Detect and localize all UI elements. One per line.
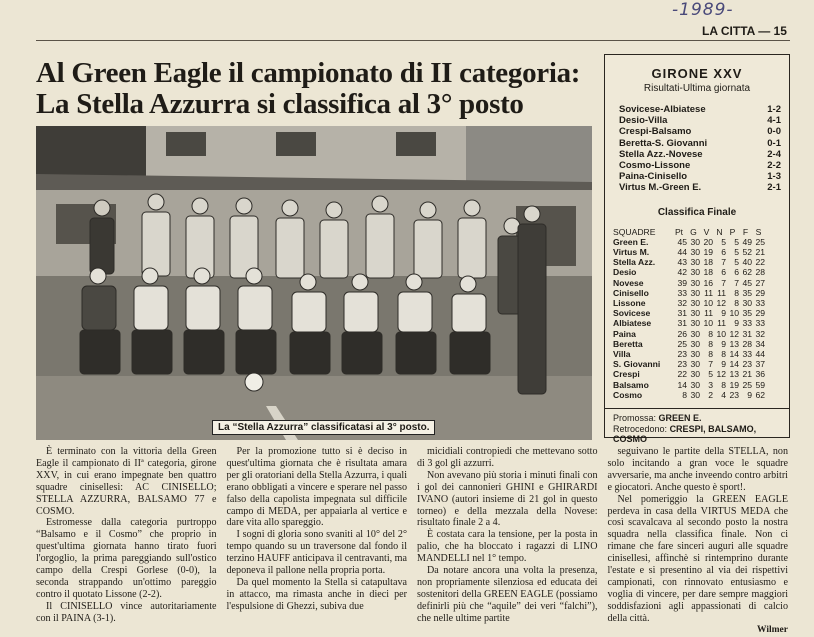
football <box>245 373 263 391</box>
promotion-info <box>613 413 783 445</box>
standings-cell: 40 <box>742 257 752 268</box>
standings-cell: 21 <box>755 247 765 258</box>
standings-cell: 25 <box>742 379 752 390</box>
standings-cell: 52 <box>742 247 752 258</box>
standings-row <box>613 257 783 267</box>
article-paragraph: Da quel momento la Stella si catapultava in attacco, ma rimasta anche in dieci per l'espulsione di Ghezzi, subiva due <box>226 576 407 612</box>
standings-cell: N <box>716 226 723 237</box>
standings-table <box>613 227 783 400</box>
standings-cell: 44 <box>755 349 765 360</box>
standings-cell: 36 <box>755 369 765 380</box>
headline-line-2: La Stella Azzurra si classifica al 3° posto <box>36 88 524 120</box>
article-paragraph: Da notare ancora una volta la presenza, non propriamente silenziosa ed educata dei sostenitori della GREEN EAGLE (possiamo definirli più che “aquile” dei veri “falchi”), che nelle ultime partite <box>417 565 598 624</box>
standings-cell: 22 <box>755 257 765 268</box>
standings-row <box>613 349 783 359</box>
standings-cell: 9 <box>747 389 752 400</box>
standings-row <box>613 247 783 257</box>
result-row <box>619 171 781 182</box>
standings-cell: 10 <box>729 308 739 319</box>
article-paragraph: Nel pomeriggio la GREEN EAGLE perdeva in casa della VIRTUS MEDA che così scavalcava al secondo posto la nostra squadra nella classifica finale. Non ci rimane che fare sinceri auguri alle squadre cinisellesi, affinchè si rintemprino durante l'estate e si presentino al via dei rispettivi campionati, con rinnovato entusiasmo e voglia di vincere, per dare sempre maggiori soddisfazioni agli appassionati di calcio della città. <box>607 493 788 624</box>
standings-cell: 45 <box>677 236 687 247</box>
standings-cell: 31 <box>742 328 752 339</box>
standings-cell: 33 <box>677 287 687 298</box>
relegated-teams: CRESPI, BALSAMO, COSMO <box>613 423 757 445</box>
standings-cell: 13 <box>729 338 739 349</box>
standings-row <box>613 308 783 318</box>
standings-cell: 31 <box>677 318 687 329</box>
standings-team: S. Giovanni <box>613 359 661 370</box>
standings-cell: 33 <box>755 298 765 309</box>
standings-cell: 12 <box>729 328 739 339</box>
standings-cell: 5 <box>734 236 739 247</box>
result-row <box>619 182 781 193</box>
standings-cell: 30 <box>690 236 700 247</box>
standings-cell: 8 <box>734 287 739 298</box>
article-paragraph: Estromesse dalla categoria purtroppo “Balsamo e il Cosmo” che proprio in quest'ultima giornata hanno tirato fuori l'orgoglio, la prima pareggiando sull'ostico campo della Crespi Gorlese (0-0), la seconda strappando un'ottimo pareggio contro il quotato Lissone (2-2). <box>36 517 217 600</box>
article-paragraph: Per la promozione tutto si è deciso in quest'ultima giornata che è risultata amara per gli oratoriani della Stella Azzurra, i quali erano obbligati a vincere e sperare nel passo falso della capolista impegnata sul difficile campo di MEDA, per appaiarla al vertice e dare vita allo spareggio. <box>226 446 407 529</box>
result-match: Cosmo-Lissone <box>619 160 691 172</box>
standings-cell: 30 <box>690 389 700 400</box>
standings-row <box>613 237 783 247</box>
standings-team: Desio <box>613 267 637 278</box>
standings-cell: 29 <box>755 287 765 298</box>
section-header: LA CITTA — 15 <box>702 24 787 38</box>
result-row <box>619 115 781 126</box>
standings-cell: 39 <box>677 277 687 288</box>
result-score: 4-1 <box>767 115 781 127</box>
standings-header-team: SQUADRE <box>613 226 656 237</box>
headline-line-1: Al Green Eagle il campionato di II categoria: <box>36 57 581 89</box>
standings-cell: 28 <box>742 338 752 349</box>
standings-cell: F <box>742 226 749 237</box>
standings-cell: 30 <box>690 267 700 278</box>
standings-cell: 30 <box>690 359 700 370</box>
article-paragraph: È terminato con la vittoria della Green Eagle il campionato di IIª categoria, girone XXV, in cui erano impegnate ben quattro squadre cinisellesi: AC CINISELLO; STELLA AZZURRA, BALSAMO 77 e COSMO. <box>36 446 217 517</box>
standings-row <box>613 298 783 308</box>
article-paragraph: È costata cara la tensione, per la posta in palio, che ha bloccato i ragazzi di LINO MANDELLI nel 1° tempo. <box>417 529 598 565</box>
standings-cell: 59 <box>755 379 765 390</box>
standings-cell: 30 <box>690 349 700 360</box>
standings-team: Villa <box>613 349 631 360</box>
standings-cell: 25 <box>755 236 765 247</box>
standings-cell: 32 <box>677 298 687 309</box>
standings-row <box>613 278 783 288</box>
standings-cell: 8 <box>708 338 713 349</box>
standings-cell: 33 <box>755 318 765 329</box>
article-column-2 <box>226 446 408 612</box>
standings-cell: 23 <box>742 359 752 370</box>
promoted-label: Promossa: <box>613 413 657 424</box>
author-signature: Wilmer <box>757 624 788 635</box>
standings-cell: 11 <box>717 287 726 298</box>
results-list <box>619 104 781 194</box>
standings-cell: 49 <box>742 236 752 247</box>
standings-cell: 30 <box>742 298 752 309</box>
standings-cell: 6 <box>721 267 726 278</box>
standings-cell: 23 <box>677 349 687 360</box>
standings-cell: S <box>755 226 762 237</box>
standings-cell: 9 <box>721 338 726 349</box>
standings-team: Virtus M. <box>613 247 650 258</box>
result-match: Desio-Villa <box>619 115 668 127</box>
standings-row <box>613 339 783 349</box>
standings-cell: 30 <box>690 287 700 298</box>
standings-cell: 8 <box>734 298 739 309</box>
standings-cell: 8 <box>682 389 687 400</box>
standings-cell: 11 <box>704 287 713 298</box>
standings-cell: 8 <box>708 328 713 339</box>
article-column-4 <box>607 446 789 635</box>
result-score: 0-1 <box>767 137 781 149</box>
standings-cell: 45 <box>742 277 752 288</box>
standings-row <box>613 369 783 379</box>
standings-cell: 9 <box>721 359 726 370</box>
standings-team: Crespi <box>613 369 640 380</box>
standings-cell: 21 <box>742 369 752 380</box>
standings-row <box>613 329 783 339</box>
results-subtitle: Risultati-Ultima giornata <box>643 83 751 94</box>
standings-cell: 27 <box>755 277 765 288</box>
standings-cell: 25 <box>677 338 687 349</box>
team-photo-illustration <box>36 126 592 440</box>
standings-cell: G <box>690 226 697 237</box>
result-score: 1-2 <box>767 104 781 115</box>
promoted-team: GREEN E. <box>658 413 702 424</box>
standings-cell: 23 <box>729 389 739 400</box>
standings-cell: 5 <box>734 247 739 258</box>
result-score: 2-2 <box>767 160 781 172</box>
standings-row <box>613 288 783 298</box>
standings-cell: 13 <box>729 369 739 380</box>
standings-cell: 30 <box>690 338 700 349</box>
standings-cell: 19 <box>703 247 713 258</box>
standings-cell: 11 <box>717 318 726 329</box>
standings-cell: 7 <box>721 257 726 268</box>
article-paragraph: Non avevano più storia i minuti finali con i gol dei cannonieri GHINI e GHIRARDI IVANO (autori insieme di 21 gol in questo torneo) e della mezzala della Novese: risultato finale 2 a 4. <box>417 469 598 529</box>
standings-cell: 5 <box>721 236 726 247</box>
standings-cell: 30 <box>690 369 700 380</box>
standings-cell: 33 <box>742 318 752 329</box>
standings-row <box>613 380 783 390</box>
article-paragraph: I sogni di gloria sono svaniti al 10° del 2° tempo quando su un traversone dal fondo il terzino HAUFF anticipava il centravanti, ma deponeva il pallone nella propria porta. <box>226 529 408 577</box>
photo-caption: La “Stella Azzurra” classificatasi al 3° posto. <box>212 420 435 435</box>
standings-cell: 29 <box>755 308 765 319</box>
result-row <box>619 126 781 137</box>
standings-cell: 2 <box>708 389 713 400</box>
standings-cell: 30 <box>690 247 700 258</box>
result-match: Crespi-Balsamo <box>619 126 692 138</box>
article-column-1 <box>36 446 217 624</box>
standings-cell: 5 <box>734 257 739 268</box>
standings-cell: 28 <box>755 267 765 278</box>
standings-cell: 10 <box>703 298 713 309</box>
standings-cell: 12 <box>716 369 726 380</box>
standings-team: Albiatese <box>613 318 652 329</box>
standings-row <box>613 318 783 328</box>
standings-cell: 12 <box>716 298 726 309</box>
result-score: 2-1 <box>767 182 781 194</box>
standings-header-row <box>613 227 783 237</box>
result-score: 1-3 <box>767 171 781 183</box>
standings-cell: 31 <box>677 308 687 319</box>
standings-cell: 11 <box>704 308 713 319</box>
result-match: Sovicese-Albiatese <box>619 104 706 115</box>
standings-cell: 5 <box>708 369 713 380</box>
article-column-3 <box>417 446 598 624</box>
standings-box <box>604 54 790 445</box>
standings-team: Paina <box>613 328 636 339</box>
standings-cell: 34 <box>755 338 765 349</box>
standings-cell: 18 <box>703 257 713 268</box>
article-body <box>36 446 790 635</box>
standings-cell: 37 <box>755 359 765 370</box>
standings-cell: 33 <box>742 349 752 360</box>
box-divider <box>605 408 789 409</box>
standings-cell: 9 <box>721 308 726 319</box>
standings-row <box>613 359 783 369</box>
standings-team: Novese <box>613 277 644 288</box>
standings-cell: 42 <box>677 267 687 278</box>
standings-cell: 35 <box>742 287 752 298</box>
article-paragraph: Il CINISELLO vince autoritariamente con il PAINA (3-1). <box>36 600 217 624</box>
standings-cell: 30 <box>690 318 700 329</box>
standings-team: Green E. <box>613 236 649 247</box>
result-match: Paina-Cinisello <box>619 171 688 183</box>
standings-cell: Pt <box>674 226 684 237</box>
article-paragraph: seguivano le partite della STELLA, non solo incitando a gran voce le squadre avversarie, ma anche inveendo contro arbitri e giocatori. Anche questo è sport!. <box>607 446 788 493</box>
standings-team: Cinisello <box>613 287 649 298</box>
standings-cell: 30 <box>690 277 700 288</box>
standings-team: Lissone <box>613 298 646 309</box>
standings-cell: 30 <box>690 298 700 309</box>
standings-cell: 8 <box>708 349 713 360</box>
standings-team: Sovicese <box>613 308 651 319</box>
standings-cell: 7 <box>721 277 726 288</box>
group-title: GIRONE XXV <box>651 66 743 81</box>
standings-team: Beretta <box>613 338 643 349</box>
standings-cell: 16 <box>703 277 713 288</box>
standings-cell: 14 <box>677 379 687 390</box>
standings-cell: 14 <box>729 359 739 370</box>
standings-title: Classifica Finale <box>657 206 737 218</box>
standings-row <box>613 267 783 277</box>
standings-cell: 44 <box>677 247 687 258</box>
result-match: Virtus M.-Green E. <box>619 182 702 194</box>
standings-row <box>613 390 783 400</box>
header-rule <box>36 40 790 41</box>
headline <box>36 58 596 120</box>
result-row <box>619 160 781 171</box>
standings-team: Cosmo <box>613 389 643 400</box>
standings-cell: 3 <box>708 379 713 390</box>
standings-cell: 18 <box>703 267 713 278</box>
standings-cell: 43 <box>677 257 687 268</box>
result-row <box>619 149 781 160</box>
standings-cell: 14 <box>729 349 739 360</box>
standings-cell: 4 <box>721 389 726 400</box>
standings-cell: 20 <box>703 236 713 247</box>
result-score: 0-0 <box>767 126 781 138</box>
team-photo <box>36 126 592 440</box>
standings-cell: 7 <box>708 359 713 370</box>
standings-cell: V <box>703 226 710 237</box>
standings-cell: 22 <box>677 369 687 380</box>
result-row <box>619 104 781 115</box>
standings-cell: 30 <box>690 328 700 339</box>
standings-cell: 7 <box>734 277 739 288</box>
standings-cell: 35 <box>742 308 752 319</box>
standings-cell: 62 <box>755 389 765 400</box>
standings-team: Stella Azz. <box>613 257 656 268</box>
handwritten-year: -1989- <box>672 0 734 20</box>
standings-team: Balsamo <box>613 379 649 390</box>
result-match: Stella Azz.-Novese <box>619 148 703 160</box>
result-match: Beretta-S. Giovanni <box>619 137 708 149</box>
standings-cell: 23 <box>677 359 687 370</box>
standings-cell: 10 <box>716 328 726 339</box>
standings-cell: 32 <box>755 328 765 339</box>
standings-cell: 30 <box>690 257 700 268</box>
standings-cell: 10 <box>703 318 713 329</box>
standings-cell: 6 <box>721 247 726 258</box>
standings-cell: 19 <box>729 379 739 390</box>
standings-cell: 62 <box>742 267 752 278</box>
result-score: 2-4 <box>767 148 781 160</box>
relegated-label: Retrocedono: <box>613 423 668 434</box>
result-row <box>619 138 781 149</box>
standings-cell: 30 <box>690 379 700 390</box>
standings-cell: 9 <box>734 318 739 329</box>
standings-cell: 8 <box>721 379 726 390</box>
article-paragraph: micidiali contropiedi che mettevano sotto di 3 gol gli azzurri. <box>417 446 598 469</box>
standings-cell: 8 <box>721 349 726 360</box>
standings-cell: P <box>729 226 736 237</box>
standings-cell: 30 <box>690 308 700 319</box>
standings-cell: 26 <box>677 328 687 339</box>
standings-cell: 6 <box>734 267 739 278</box>
